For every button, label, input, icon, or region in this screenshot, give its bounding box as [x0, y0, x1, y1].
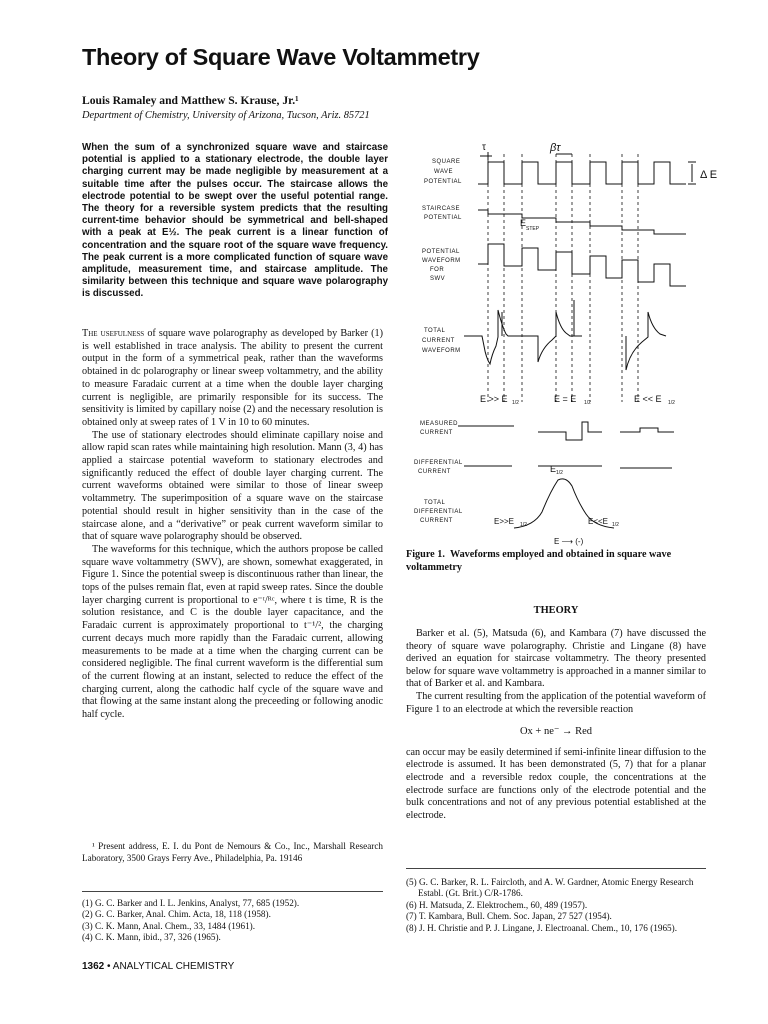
left-body	[82, 328, 383, 722]
reference: (8) J. H. Christie and P. J. Lingane, J. Electroanal. Chem., 10, 176 (1965).	[406, 922, 677, 933]
intro-paragraph	[82, 328, 383, 430]
delta-e-marker	[688, 162, 696, 184]
total-differential-label: CURRENT	[420, 518, 453, 524]
condition-e-low: 1/2	[668, 400, 675, 406]
paper-title: Theory of Square Wave Voltammetry	[82, 44, 480, 70]
measured-current-e-low	[620, 428, 674, 432]
e-axis-label: E ⟶ (-)	[554, 537, 584, 546]
condition-e-high: 1/2	[512, 400, 519, 406]
reference: (7) T. Kambara, Bull. Chem. Soc. Japan, 27 527 (1954).	[406, 911, 612, 922]
swv-waveform-label: SWV	[430, 276, 446, 282]
figure-caption	[406, 549, 706, 574]
swv-potential-trace	[478, 244, 686, 286]
square-wave-label: POTENTIAL	[424, 179, 462, 185]
p1-text: of square wave polarography as developed by Barker (1) is well established in trace analysis. The ability to present the current output in the form of a symmetrical peak, rather than the waveforms obtained in dc polarography or linear sweep voltammetry, and the ability to measure Faradaic current at a time when the double layer charging current is negligible, are primarily responsible for its success. The sensitivity is limited by capillary noise (2) and the necessary resolution is obtained only at sweep rates of 1 V in 10 to 60 minutes.	[82, 328, 384, 428]
theory-paragraph-3: can occur may be easily determined if semi-infinite linear diffusion to the electrode is assumed. It has been demonstrated (5, 7) that for a planar electrode and a reversible redox couple, the concentrations at the electrode surface are functions only of the electrode potential and the bulk concentrations and not of any previous potential established at the electrode.	[406, 746, 706, 821]
right-body	[406, 628, 706, 822]
refs-rule-right	[406, 868, 706, 869]
abstract: When the sum of a synchronized square wave and staircase potential is applied to a stationary electrode, the double layer charging current may be made negligible by measurement at a suitable time after the pulses occur. The staircase allows the electrode potential to be swept over the useful potential range. The theory for a reversible system predicts that the resulting current-time behavior should be symmetrical and bell-shaped with a peak at E½. The peak current is a linear function of concentration and the square root of the square wave frequency. The peak current is a more complicated function of square wave amplitude, measurement time, and staircase amplitude. The similarity between this technique and square wave polarography is discussed.	[82, 142, 388, 300]
paragraph-3: The waveforms for this technique, which the authors propose be called square wave voltammetry (SWV), are shown, somewhat exaggerated, in Figure 1. Since the potential sweep is discontinuous rather than linear, the tops of the pulses remain flat, even at rapid sweep rates. Since the double layer charging current is proportional to e⁻ᵗ/ᴿᶜ, where t is time, R is the solution resistance, and C is the double layer capacitance, and the Faradaic current is approximately proportional to t⁻¹/², the charging current decays much more rapidly than the Faradaic current, allowing measurements to be made at a time when the charging current can be considered negligible. The final current waveform is the differential sum of the current flowing at an instant, selected to reduce the effect of the charging current, along the cathodic half cycle of the square wave and that flowing at the same instant along the preceeding or following anodic half cycle.	[82, 543, 383, 721]
staircase-label: STAIRCASE	[422, 206, 461, 212]
footer-bullet: •	[107, 961, 111, 972]
condition-e-half: 1/2	[584, 400, 591, 406]
references-right	[406, 877, 706, 934]
peak-label: 1/2	[556, 470, 563, 476]
reference: (5) G. C. Barker, R. L. Faircloth, and A. W. Gardner, Atomic Energy Research Establ. (Gt. Brit.) C/R-1786.	[406, 877, 694, 899]
e-high-label: E>>E	[494, 517, 515, 526]
staircase-trace	[478, 210, 686, 234]
reaction-equation: Ox + ne⁻ → Red	[519, 726, 593, 738]
page-footer	[82, 961, 234, 972]
differential-current-label: CURRENT	[418, 469, 451, 475]
reference: (1) G. C. Barker and I. L. Jenkins, Analyst, 77, 685 (1952).	[82, 898, 300, 908]
reference: (4) C. K. Mann, ibid., 37, 326 (1965).	[82, 932, 221, 943]
swv-waveform-label: FOR	[430, 267, 445, 273]
caption-text: Waveforms employed and obtained in square wave voltammetry	[406, 549, 672, 573]
e-low-label: E<<E	[588, 517, 609, 526]
current-waveform-label: WAVEFORM	[422, 348, 461, 354]
differential-current-label: DIFFERENTIAL	[414, 460, 463, 466]
figure-1-waveforms	[404, 140, 718, 546]
e-step-label: E	[520, 218, 527, 228]
peak-label: E	[550, 464, 557, 474]
theory-paragraph-1: Barker et al. (5), Matsuda (6), and Kambara (7) have discussed the theory of square wave polarography. Christie and Lingane (8) have derived an equation for staircase voltammetry. The theory presented below for square wave voltammetry is approached in a manner similar to that of Barker et al. and Kambara.	[406, 628, 706, 690]
staircase-label: POTENTIAL	[424, 215, 462, 221]
e-low-label: 1/2	[612, 522, 619, 528]
tau-marker	[480, 152, 492, 160]
condition-e-high: E >> E	[480, 394, 508, 404]
delta-e-label: Δ E	[700, 169, 718, 181]
condition-e-low: E << E	[634, 394, 662, 404]
beta-tau-label: βτ	[550, 142, 561, 154]
measured-current-label: CURRENT	[420, 430, 453, 436]
footnote-text: ¹ Present address, E. I. du Pont de Nemours & Co., Inc., Marshall Research Laboratory, 3500 Grays Ferry Ave., Philadelphia, Pa. 19146	[82, 841, 383, 863]
reference: (2) G. C. Barker, Anal. Chim. Acta, 18, 118 (1958).	[82, 909, 271, 920]
e-step-label: STEP	[526, 226, 540, 232]
journal-name: ANALYTICAL CHEMISTRY	[112, 961, 235, 972]
measured-current-label: MEASURED	[420, 421, 459, 427]
total-differential-label: DIFFERENTIAL	[414, 509, 463, 515]
footnote	[82, 841, 383, 864]
square-wave-label: WAVE	[434, 169, 454, 175]
refs-rule-left	[82, 891, 383, 892]
caption-label: Figure 1.	[406, 549, 445, 560]
affiliation: Department of Chemistry, University of Arizona, Tucson, Ariz. 85721	[82, 110, 370, 121]
swv-waveform-label: POTENTIAL	[422, 249, 460, 255]
paragraph-2: The use of stationary electrodes should eliminate capillary noise and allow rapid scan rates while maintaining high resolution. Mann (3, 4) has applied a staircase potential waveform to stationary electrodes and significantly reduced the effect of double layer charging current. The current waveforms obtained were similar to those of linear sweep voltammetry. The superimposition of a square wave on the staircase potential should result in higher sensitivity than in the case of the staircase alone, and a “derivative” or peak current waveform similar to that of square wave polarography should be observed.	[82, 429, 383, 543]
total-current-trace	[464, 310, 666, 370]
section-heading: THEORY	[533, 605, 579, 616]
condition-e-half: E = E	[554, 394, 577, 404]
square-wave-trace	[478, 162, 686, 184]
tau-label: τ	[482, 142, 486, 153]
current-waveform-label: TOTAL	[424, 328, 446, 334]
square-wave-label: SQUARE	[432, 159, 461, 165]
authors: Louis Ramaley and Matthew S. Krause, Jr.¹	[82, 94, 299, 107]
swv-waveform-label: WAVEFORM	[422, 258, 461, 264]
e-high-label: 1/2	[520, 522, 527, 528]
reference: (3) C. K. Mann, Anal. Chem., 33, 1484 (1961).	[82, 920, 256, 931]
page-number: 1362	[82, 961, 105, 972]
reference: (6) H. Matsuda, Z. Elektrochem., 60, 489 (1957).	[406, 899, 588, 910]
theory-paragraph-2: The current resulting from the application of the potential waveform of Figure 1 to an electrode at which the reversible reaction	[406, 690, 706, 715]
current-waveform-label: CURRENT	[422, 338, 455, 344]
total-differential-label: TOTAL	[424, 500, 446, 506]
measured-current-e-half	[538, 422, 602, 440]
references-left	[82, 898, 383, 944]
lead-in: The usefulness	[82, 328, 145, 339]
